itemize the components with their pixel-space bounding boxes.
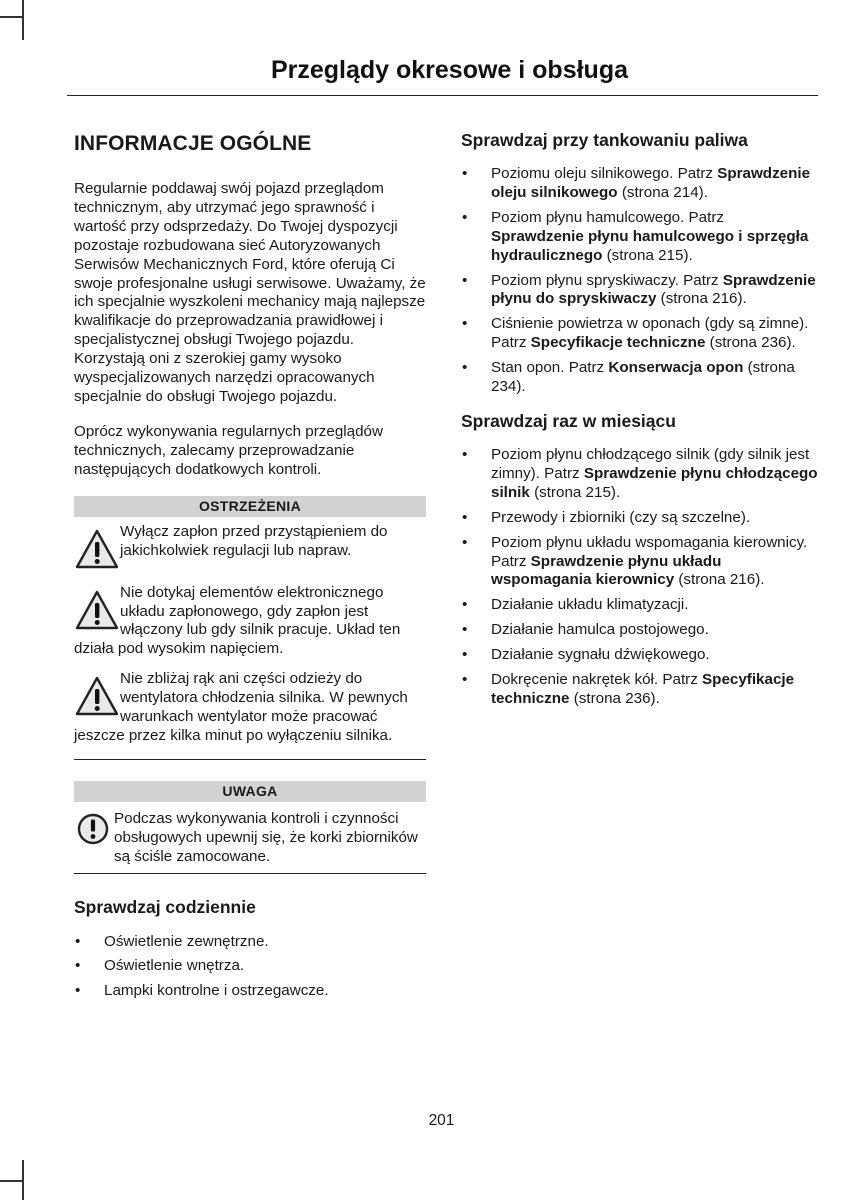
warnings-header: OSTRZEŻENIA <box>74 496 426 517</box>
cross-reference: Sprawdzenie płynu układu wspomagania kierownicy <box>491 552 722 589</box>
list-item: • Oświetlenie wnętrza. <box>75 957 245 975</box>
daily-heading: Sprawdzaj codziennie <box>74 896 256 917</box>
cross-reference: Sprawdzenie płynu chłodzącego silnik <box>491 464 818 501</box>
list-item: • Oświetlenie zewnętrzne. <box>75 932 269 950</box>
section-heading: INFORMACJE OGÓLNE <box>74 132 312 155</box>
list-item: • Poziom płynu chłodzącego silnik (gdy silnik jest zimny). Patrz Sprawdzenie płynu chłodzącego silnik (strona 215). <box>462 445 818 501</box>
fuel-list <box>461 165 818 397</box>
warning-triangle-icon <box>74 527 120 573</box>
list-item: • Działanie układu klimatyzacji. <box>462 596 689 614</box>
list-item: • Przewody i zbiorniki (czy są szczelne). <box>462 508 751 526</box>
checks-paragraph: Oprócz wykonywania regularnych przeglądów technicznych, zalecamy przeprowadzanie następujących dodatkowych kontroli. <box>74 422 383 478</box>
warning-item: Nie zbliżaj rąk ani części odzieży do wentylatora chłodzenia silnika. W pewnych warunkach wentylator może pracować jeszcze przez kilka minut po wyłączeniu silnika. <box>74 670 408 744</box>
list-item: • Poziom płynu hamulcowego. Patrz Sprawdzenie płynu hamulcowego i sprzęgła hydraulicznego (strona 215). <box>462 208 809 264</box>
page-number: 201 <box>428 1112 455 1129</box>
crop-mark <box>22 0 24 40</box>
fuel-heading: Sprawdzaj przy tankowaniu paliwa <box>461 130 748 150</box>
crop-mark <box>0 16 22 18</box>
warning-item: Wyłącz zapłon przed przystąpieniem do jakichkolwiek regulacji lub napraw. <box>74 523 426 573</box>
list-item: • Poziom płynu układu wspomagania kierownicy. Patrz Sprawdzenie płynu układu wspomagania kierownicy (strona 216). <box>462 533 808 589</box>
list-item: • Ciśnienie powietrza w oponach (gdy są zimne). Patrz Specyfikacje techniczne (strona 236). <box>462 315 809 352</box>
cross-reference: Sprawdzenie płynu hamulcowego i sprzęgła hydraulicznego <box>491 227 809 264</box>
monthly-heading: Sprawdzaj raz w miesiącu <box>461 410 676 431</box>
cross-reference: Sprawdzenie oleju silnikowego <box>491 165 811 201</box>
list-item: • Poziom płynu spryskiwaczy. Patrz Sprawdzenie płynu do spryskiwaczy (strona 216). <box>462 271 816 308</box>
warning-item: Nie dotykaj elementów elektronicznego układu zapłonowego, gdy zapłon jest włączony lub gdy silnik pracuje. Układ ten działa pod wysokim napięciem. <box>74 583 401 658</box>
intro-paragraph: Regularnie poddawaj swój pojazd przeglądom technicznym, aby utrzymać jego sprawność i wartość przy odsprzedaży. Do Twojej dyspozycji pozostaje rozbudowana sieć Autoryzowanych Serwisów Mechanicznych Ford, które oferują Ci swoje profesjonalne usługi serwisowe. Uważamy, że ich specjalnie wyszkoleni mechanicy mają najlepsze kwalifikacje do przeprowadzania prawidłowej i specjalistycznej obsługi Twojego pojazdu. Korzystają oni z szerokiej gamy wysoko wyspecjalizowanych narzędzi opracowanych specjalnie do obsługi Twojego pojazdu. <box>74 180 426 405</box>
title-rule <box>67 95 818 96</box>
list-item: • Poziomu oleju silnikowego. Patrz Sprawdzenie oleju silnikowego (strona 214). <box>462 165 811 201</box>
note-item: Podczas wykonywania kontroli i czynności obsługowych upewnij się, że korki zbiorników są ściśle zamocowane. <box>74 810 426 867</box>
right-column <box>461 130 818 723</box>
warnings-box <box>74 496 426 760</box>
caution-icon <box>76 812 114 858</box>
cross-reference: Sprawdzenie płynu do spryskiwaczy <box>491 271 816 308</box>
list-item: • Działanie sygnału dźwiękowego. <box>462 646 710 664</box>
note-box <box>74 781 426 874</box>
left-column <box>74 130 426 1015</box>
list-item: • Dokręcenie nakrętek kół. Patrz Specyfikacje techniczne (strona 236). <box>462 671 795 707</box>
monthly-list <box>461 446 818 709</box>
cross-reference: Specyfikacje techniczne <box>530 334 706 352</box>
warning-triangle-icon <box>74 674 120 720</box>
daily-list <box>74 933 426 1002</box>
cross-reference: Specyfikacje techniczne <box>491 671 795 707</box>
list-item: • Działanie hamulca postojowego. <box>462 621 709 639</box>
warning-triangle-icon <box>74 588 120 634</box>
page-title: Przeglądy okresowe i obsługa <box>270 56 628 84</box>
cross-reference: Konserwacja opon <box>608 359 744 377</box>
note-header: UWAGA <box>74 781 426 802</box>
crop-mark <box>22 1160 24 1200</box>
list-item: • Lampki kontrolne i ostrzegawcze. <box>75 982 329 1000</box>
crop-mark <box>0 1180 22 1182</box>
list-item: • Stan opon. Patrz Konserwacja opon (strona 234). <box>462 359 795 396</box>
